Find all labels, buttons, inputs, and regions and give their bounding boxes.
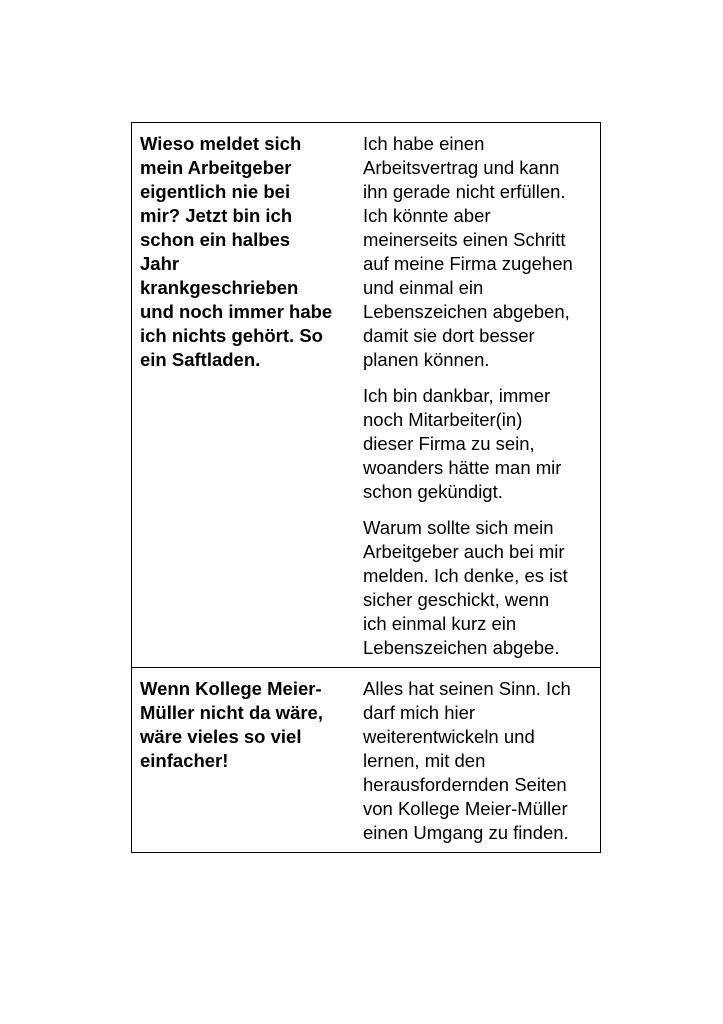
reframe-line: Ich habe einen xyxy=(363,133,485,154)
reframe-line: von Kollege Meier-Müller xyxy=(363,798,568,819)
reframe-line: sicher geschickt, wenn xyxy=(363,589,550,610)
reframe-line: Warum sollte sich mein xyxy=(363,517,554,538)
statement-line: einfacher! xyxy=(140,750,229,771)
reframe-line: melden. Ich denke, es ist xyxy=(363,565,568,586)
reframe-line: noch Mitarbeiter(in) xyxy=(363,409,523,430)
statement-line: ich nichts gehört. So xyxy=(140,325,323,346)
statement-line: Jahr xyxy=(140,253,180,274)
statement-line: Wieso meldet sich xyxy=(140,133,302,154)
reframe-line: darf mich hier xyxy=(363,702,476,723)
reframe-paragraph xyxy=(363,516,600,660)
reframe-line: Ich könnte aber xyxy=(363,205,491,226)
reframe-line: Arbeitgeber auch bei mir xyxy=(363,541,565,562)
reframe-line: einen Umgang zu finden. xyxy=(363,822,569,843)
reframe-line: woanders hätte man mir xyxy=(363,457,562,478)
reframe-line: weiterentwickeln und xyxy=(363,726,535,747)
reframe-cell xyxy=(363,132,600,660)
table-row xyxy=(132,667,600,852)
reframe-line: lernen, mit den xyxy=(363,750,486,771)
statement-line: Müller nicht da wäre, xyxy=(140,702,323,723)
reframe-line: ihn gerade nicht erfüllen. xyxy=(363,181,566,202)
reframe-paragraph xyxy=(363,384,600,504)
statement-line: eigentlich nie bei xyxy=(140,181,291,202)
reframe-line: Alles hat seinen Sinn. Ich xyxy=(363,678,571,699)
table-row xyxy=(132,123,600,667)
statement-line: mein Arbeitgeber xyxy=(140,157,292,178)
reframe-line: planen können. xyxy=(363,349,490,370)
statement-line: wäre vieles so viel xyxy=(140,726,302,747)
statement-line: mir? Jetzt bin ich xyxy=(140,205,293,226)
reframe-line: dieser Firma zu sein, xyxy=(363,433,535,454)
statement-line: Wenn Kollege Meier- xyxy=(140,678,322,699)
statement-line: krankgeschrieben xyxy=(140,277,299,298)
statement-cell xyxy=(132,132,363,660)
reframe-paragraph xyxy=(363,132,600,372)
statement-line: ein Saftladen. xyxy=(140,349,261,370)
reframe-line: herausfordernden Seiten xyxy=(363,774,567,795)
reframe-line: und einmal ein xyxy=(363,277,484,298)
reframing-table xyxy=(131,122,601,853)
reframe-line: damit sie dort besser xyxy=(363,325,535,346)
reframe-line: Lebenszeichen abgeben, xyxy=(363,301,570,322)
reframe-line: auf meine Firma zugehen xyxy=(363,253,573,274)
reframe-line: ich einmal kurz ein xyxy=(363,613,517,634)
reframe-line: Arbeitsvertrag und kann xyxy=(363,157,560,178)
reframe-line: schon gekündigt. xyxy=(363,481,503,502)
reframe-cell xyxy=(363,677,600,845)
reframe-paragraph xyxy=(363,677,600,845)
statement-line: schon ein halbes xyxy=(140,229,291,250)
statement-line: und noch immer habe xyxy=(140,301,333,322)
reframe-line: Ich bin dankbar, immer xyxy=(363,385,551,406)
statement-cell xyxy=(132,677,363,845)
reframe-line: meinerseits einen Schritt xyxy=(363,229,566,250)
reframe-line: Lebenszeichen abgebe. xyxy=(363,637,560,658)
